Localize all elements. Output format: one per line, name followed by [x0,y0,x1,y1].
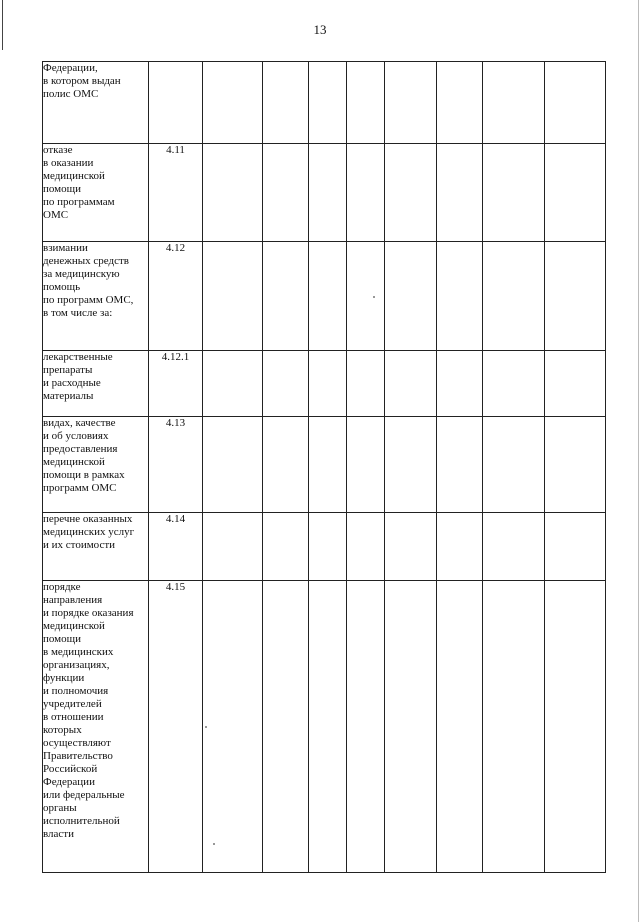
empty-cell [347,144,385,242]
table-row [43,513,606,581]
row-code: 4.12.1 [149,351,203,417]
empty-cell [437,513,483,581]
empty-cell [385,581,437,873]
empty-cell [263,144,309,242]
scan-edge-right [638,0,639,922]
empty-cell [385,417,437,513]
empty-cell [483,144,545,242]
row-code [149,62,203,144]
empty-cell [309,513,347,581]
row-description: лекарственные препараты и расходные материалы [43,351,149,417]
row-description: Федерации, в котором выдан полис ОМС [43,62,149,144]
empty-cell [347,351,385,417]
empty-cell [263,417,309,513]
empty-cell [437,581,483,873]
scan-speck [213,843,215,845]
empty-cell [347,513,385,581]
empty-cell [203,513,263,581]
row-description: взимании денежных средств за медицинскую помощь по программ ОМС, в том числе за: [43,242,149,351]
empty-cell [263,242,309,351]
empty-cell [309,144,347,242]
empty-cell [483,581,545,873]
empty-cell [263,513,309,581]
page-number: 13 [313,22,327,37]
table-row [43,581,606,873]
row-description: видах, качестве и об условиях предоставления медицинской помощи в рамках программ ОМС [43,417,149,513]
empty-cell [203,581,263,873]
empty-cell [347,417,385,513]
empty-cell [309,581,347,873]
empty-cell [263,62,309,144]
empty-cell [203,242,263,351]
empty-cell [263,351,309,417]
empty-cell [483,242,545,351]
row-code: 4.13 [149,417,203,513]
empty-cell [545,242,606,351]
row-code: 4.14 [149,513,203,581]
empty-cell [545,351,606,417]
table-row [43,144,606,242]
row-code: 4.12 [149,242,203,351]
empty-cell [385,144,437,242]
empty-cell [347,242,385,351]
empty-cell [545,417,606,513]
table-row [43,417,606,513]
empty-cell [437,417,483,513]
report-table [42,61,606,873]
table-row [43,62,606,144]
table-row [43,242,606,351]
empty-cell [437,144,483,242]
empty-cell [347,62,385,144]
row-description: отказе в оказании медицинской помощи по программам ОМС [43,144,149,242]
empty-cell [483,513,545,581]
empty-cell [347,581,385,873]
empty-cell [385,62,437,144]
empty-cell [545,581,606,873]
scan-speck [205,726,207,728]
empty-cell [309,242,347,351]
empty-cell [309,417,347,513]
empty-cell [203,351,263,417]
table-row [43,351,606,417]
scan-speck [373,296,375,298]
row-code: 4.11 [149,144,203,242]
empty-cell [385,351,437,417]
empty-cell [203,62,263,144]
row-description: порядке направления и порядке оказания медицинской помощи в медицинских организациях, функции и полномочия учредителей в отношении которых осуществляют Правительство Российской Федерации или федеральные органы исполнительной власти [43,581,149,873]
empty-cell [437,351,483,417]
empty-cell [203,417,263,513]
row-code: 4.15 [149,581,203,873]
row-description: перечне оказанных медицинских услуг и их стоимости [43,513,149,581]
empty-cell [483,351,545,417]
empty-cell [437,242,483,351]
empty-cell [545,144,606,242]
empty-cell [483,62,545,144]
empty-cell [263,581,309,873]
empty-cell [309,351,347,417]
empty-cell [385,242,437,351]
empty-cell [203,144,263,242]
empty-cell [437,62,483,144]
empty-cell [385,513,437,581]
empty-cell [545,62,606,144]
empty-cell [309,62,347,144]
empty-cell [545,513,606,581]
empty-cell [483,417,545,513]
